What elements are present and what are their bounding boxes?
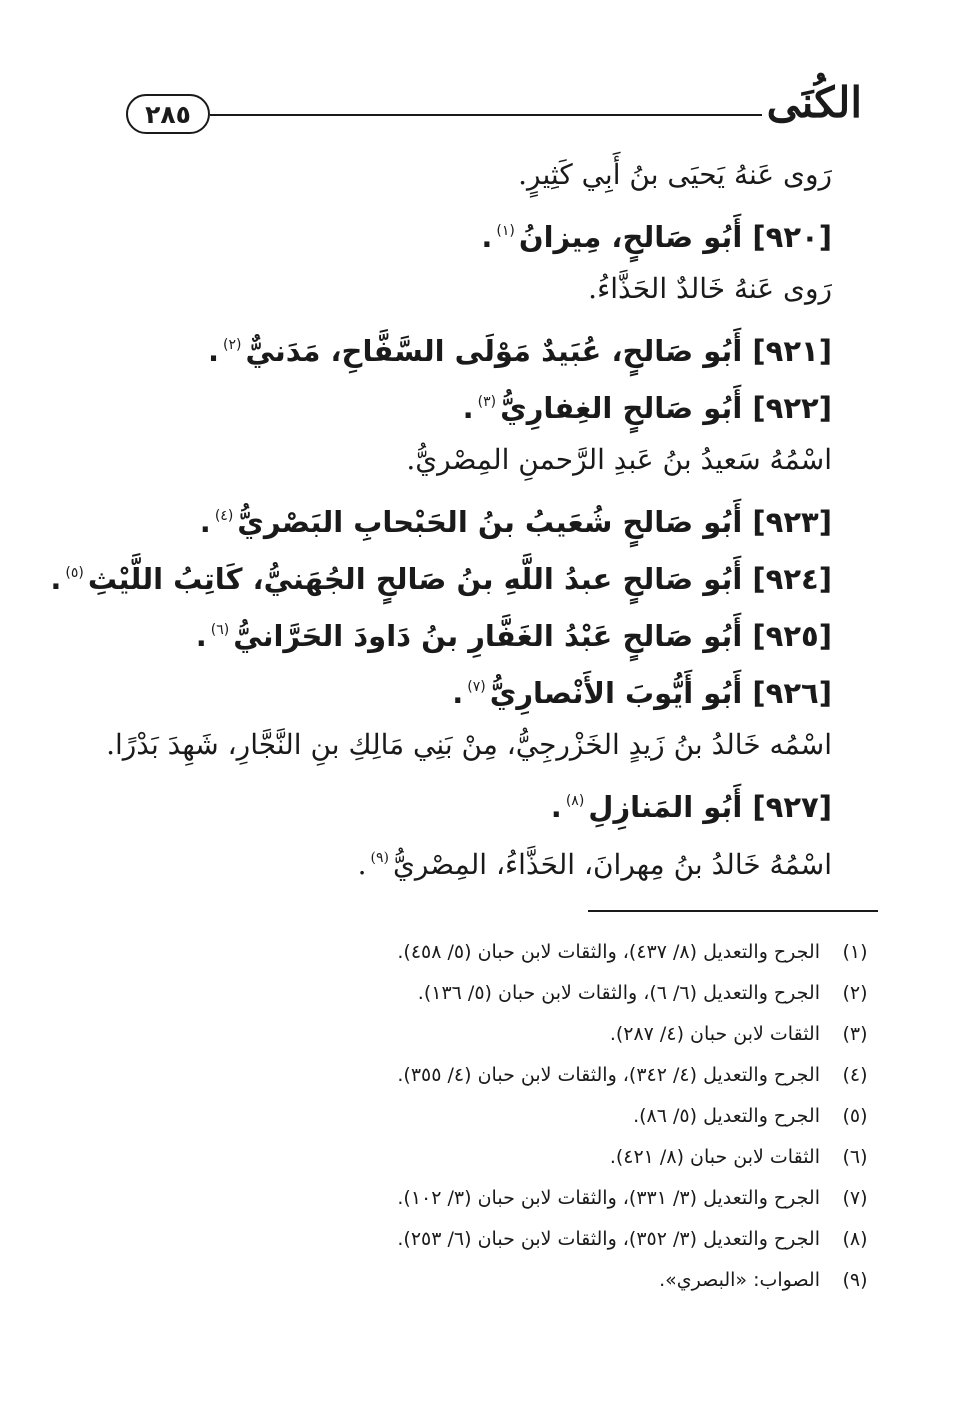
footnote-number: (٢) <box>842 982 868 1004</box>
header-rule <box>210 114 762 116</box>
page-number: ٢٨٥ <box>126 94 210 134</box>
footnote-item <box>278 1219 878 1260</box>
footnote-text: الصواب: «البصري». <box>659 1269 820 1291</box>
footnote-item <box>278 1178 878 1219</box>
footnote-item <box>278 932 878 973</box>
footnote-text: الثقات لابن حبان (٤/ ٢٨٧). <box>609 1023 820 1045</box>
footnote-ref[interactable]: (٤) <box>214 508 234 524</box>
footnote-item <box>278 1055 878 1096</box>
footnote-item <box>278 1260 878 1301</box>
footnote-number: (٨) <box>842 1228 868 1250</box>
entry-heading: [٩٢٣] أَبُو صَالحٍ شُعَيبُ بنُ الحَبْحابِ البَصْريُّ$^{(٤)}$. <box>199 505 832 539</box>
footnote-number: (٧) <box>842 1187 868 1209</box>
footnote-item <box>278 1096 878 1137</box>
footnote-text: الثقات لابن حبان (٨/ ٤٢١). <box>609 1146 820 1168</box>
text-line: رَوى عَنهُ يَحيَى بنُ أَبِي كَثِيرٍ. <box>518 158 832 191</box>
main-text <box>50 146 832 887</box>
footnote-text: الجرح والتعديل (٣/ ٣٣١)، والثقات لابن حبان (٣/ ١٠٢). <box>397 1187 820 1209</box>
text-line: اسْمُهُ سَعيدُ بنُ عَبدِ الرَّحمنِ المِصْريُّ. <box>406 443 832 476</box>
footnote-ref[interactable]: (٢) <box>223 337 242 353</box>
footnote-text: الجرح والتعديل (٨/ ٤٣٧)، والثقات لابن حبان (٥/ ٤٥٨). <box>397 941 820 963</box>
entry-heading: [٩٢٧] أَبُو المَنازِلِ$^{(٨)}$. <box>550 790 832 824</box>
footnote-number: (٩) <box>842 1269 868 1291</box>
entry-heading: [٩٢١] أَبُو صَالحٍ، عُبَيدٌ مَوْلَى السَّفَّاحِ، مَدَنيٌّ$^{(٢)}$. <box>208 334 832 368</box>
footnote-number: (١) <box>842 941 868 963</box>
text-line: اسْمُهُ خَالدُ بنُ مِهرانَ، الحَذَّاءُ، المِصْريُّ$^{(٩)}$. <box>357 848 832 881</box>
footnote-ref[interactable]: (٣) <box>477 394 497 410</box>
footnote-number: (٥) <box>842 1105 868 1127</box>
footnote-text: الجرح والتعديل (٤/ ٣٤٢)، والثقات لابن حبان (٤/ ٣٥٥). <box>397 1064 820 1086</box>
entry-heading: [٩٢٠] أَبُو صَالحٍ، مِيزانُ$^{(١)}$. <box>481 220 832 254</box>
footnote-ref[interactable]: (٩) <box>370 850 389 866</box>
footnote-ref[interactable]: (٨) <box>565 793 585 809</box>
running-title: الكُنَى <box>766 78 862 127</box>
footnote-item <box>278 1137 878 1178</box>
entry-heading: [٩٢٤] أَبُو صَالحٍ عبدُ اللَّهِ بنُ صَالحٍ الجُهَنيُّ، كَاتِبُ اللَّيْثِ$^{(٥)}$. <box>50 562 832 596</box>
footnote-ref[interactable]: (٦) <box>210 622 230 638</box>
footnote-text: الجرح والتعديل (٦/ ٦)، والثقات لابن حبان (٥/ ١٣٦). <box>417 982 820 1004</box>
footnote-number: (٤) <box>842 1064 868 1086</box>
footnote-separator <box>588 910 878 912</box>
footnote-item <box>278 973 878 1014</box>
entry-heading: [٩٢٢] أَبُو صَالحٍ الغِفارِيُّ$^{(٣)}$. <box>462 391 832 425</box>
entry-heading: [٩٢٦] أَبُو أَيُّوبَ الأَنْصارِيُّ$^{(٧)}$. <box>452 676 832 710</box>
footnotes <box>278 932 878 1301</box>
footnote-text: الجرح والتعديل (٥/ ٨٦). <box>633 1105 820 1127</box>
footnote-ref[interactable]: (١) <box>496 223 515 239</box>
text-line: رَوى عَنهُ خَالدٌ الحَذَّاءُ. <box>588 272 832 305</box>
footnote-ref[interactable]: (٥) <box>65 565 84 581</box>
text-line: اسْمُه خَالدُ بنُ زَيدٍ الخَزْرجِيُّ، مِنْ بَنِي مَالِكِ بنِ النَّجَّارِ، شَهِدَ بَدْرًا. <box>106 728 832 761</box>
footnote-item <box>278 1014 878 1055</box>
footnote-number: (٦) <box>842 1146 868 1168</box>
footnote-number: (٣) <box>842 1023 868 1045</box>
footnote-ref[interactable]: (٧) <box>467 679 486 695</box>
entry-heading: [٩٢٥] أَبُو صَالحٍ عَبْدُ الغَفَّارِ بنُ دَاودَ الحَرَّانيُّ$^{(٦)}$. <box>195 619 832 653</box>
footnote-text: الجرح والتعديل (٣/ ٣٥٢)، والثقات لابن حبان (٦/ ٢٥٣). <box>397 1228 820 1250</box>
